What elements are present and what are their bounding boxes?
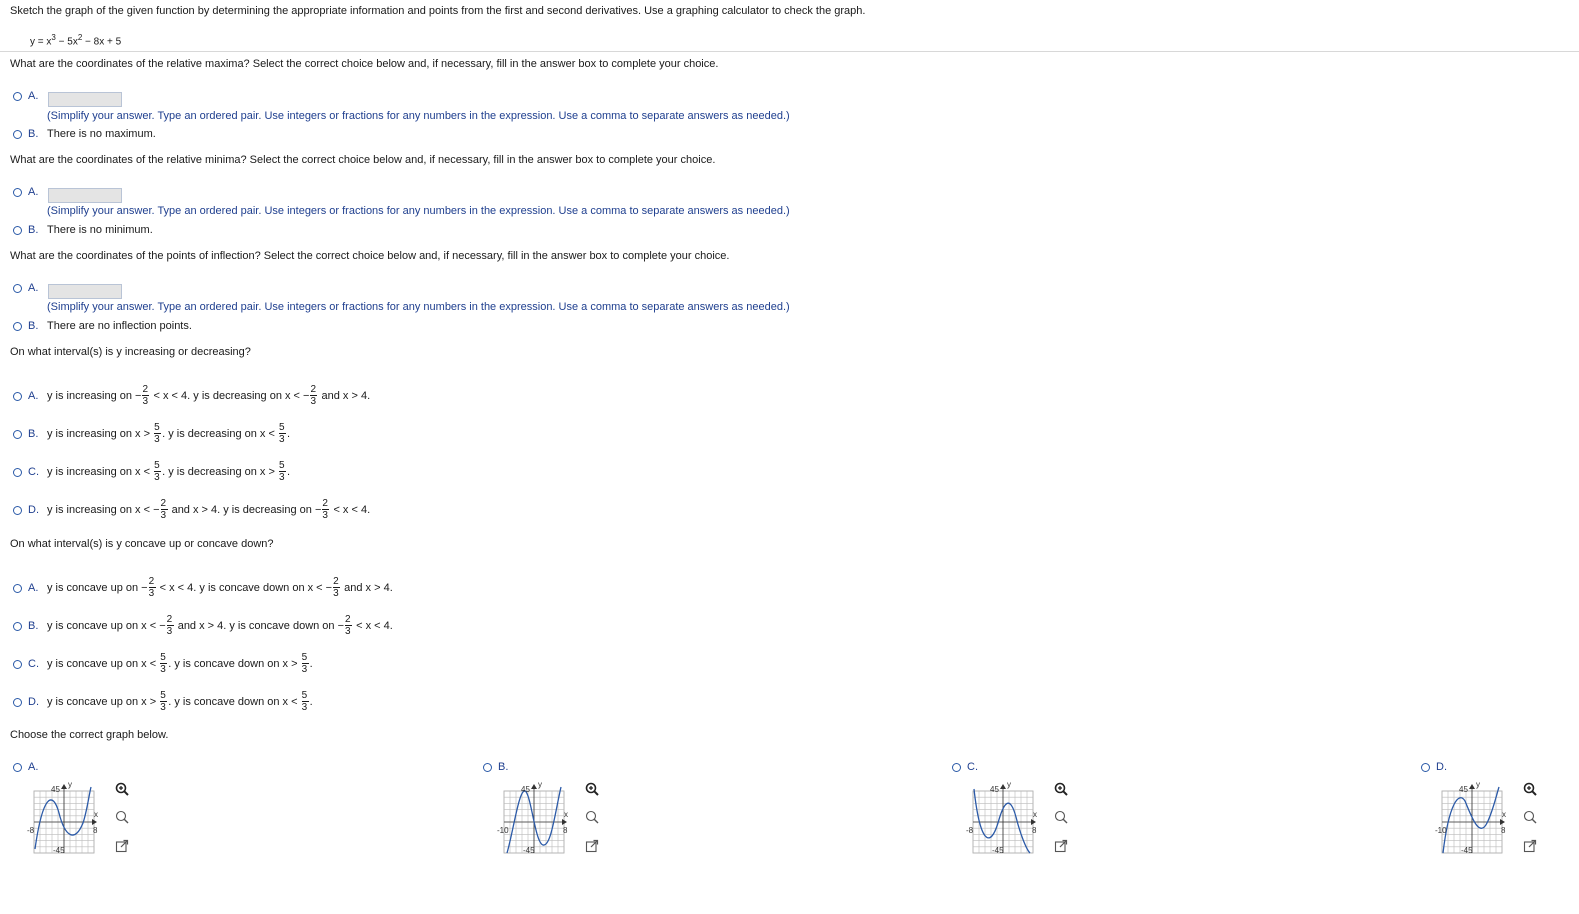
graph-label-ylab: y bbox=[538, 780, 542, 789]
option-text: y is concave up on x < $\frac{5}{3}$ . y is concave down on x > $\frac{5}{3}$ . bbox=[47, 652, 313, 676]
concavity-radio-b[interactable] bbox=[13, 622, 22, 631]
graph-label-xlab: x bbox=[94, 810, 98, 819]
graph-label-ybot: -45 bbox=[53, 846, 65, 855]
zoom-out-icon[interactable] bbox=[115, 810, 129, 824]
graph-label-xleft: -8 bbox=[966, 826, 974, 835]
graph-label-xright: 8 bbox=[1501, 826, 1506, 835]
question-graph: Choose the correct graph below. bbox=[10, 729, 169, 741]
option-letter: A. bbox=[28, 90, 39, 102]
option-letter: C. bbox=[28, 466, 39, 478]
option-text: There are no inflection points. bbox=[47, 320, 192, 332]
popout-icon[interactable] bbox=[115, 839, 129, 853]
graph-thumbnail[interactable] bbox=[31, 783, 97, 855]
graph-label-ylab: y bbox=[1476, 780, 1480, 789]
graph-radio-d[interactable] bbox=[1421, 763, 1430, 772]
graph-label-ytop: 45 bbox=[1459, 785, 1468, 794]
option-text: y is increasing on x < $\frac{5}{3}$ . y is decreasing on x > $\frac{5}{3}$ . bbox=[47, 460, 291, 484]
increasing-radio-d[interactable] bbox=[13, 506, 22, 515]
radio-minima-b[interactable] bbox=[13, 226, 22, 235]
zoom-in-icon[interactable] bbox=[115, 782, 129, 796]
option-letter: A. bbox=[28, 761, 39, 773]
graph-label-xleft: -8 bbox=[27, 826, 35, 835]
increasing-radio-a[interactable] bbox=[13, 392, 22, 401]
option-letter: B. bbox=[28, 428, 39, 440]
graph-label-xlab: x bbox=[1033, 810, 1037, 819]
zoom-out-icon[interactable] bbox=[1523, 810, 1537, 824]
answer-hint: (Simplify your answer. Type an ordered pair. Use integers or fractions for any numbers in the expression. Use a comma to separate answers as needed.) bbox=[47, 301, 790, 313]
graph-thumbnail[interactable] bbox=[1439, 783, 1505, 855]
graph-label-ylab: y bbox=[1007, 780, 1011, 789]
graph-label-xleft: -10 bbox=[497, 826, 509, 835]
question-concavity: On what interval(s) is y concave up or concave down? bbox=[10, 538, 274, 550]
graph-radio-a[interactable] bbox=[13, 763, 22, 772]
option-letter: B. bbox=[28, 320, 39, 332]
graph-label-xleft: -10 bbox=[1435, 826, 1447, 835]
zoom-out-icon[interactable] bbox=[1054, 810, 1068, 824]
option-letter: B. bbox=[28, 128, 39, 140]
question-minima: What are the coordinates of the relative minima? Select the correct choice below and, if necessary, fill in the answer box to complete your choice. bbox=[10, 154, 716, 166]
concavity-radio-d[interactable] bbox=[13, 698, 22, 707]
concavity-radio-a[interactable] bbox=[13, 584, 22, 593]
answer-box-inflection[interactable] bbox=[48, 284, 122, 299]
popout-icon[interactable] bbox=[1523, 839, 1537, 853]
question-increasing: On what interval(s) is y increasing or decreasing? bbox=[10, 346, 251, 358]
option-text: y is increasing on x < − $\frac{2}{3}$ and x > 4. y is decreasing on − $\frac{2}{3}$ < x < 4. bbox=[47, 498, 371, 522]
question-maxima: What are the coordinates of the relative maxima? Select the correct choice below and, if necessary, fill in the answer box to complete your choice. bbox=[10, 58, 719, 70]
graph-label-ylab: y bbox=[68, 780, 72, 789]
graph-label-xright: 8 bbox=[563, 826, 568, 835]
instruction-text: Sketch the graph of the given function by determining the appropriate information and points from the first and second derivatives. Use a graphing calculator to check the graph. bbox=[10, 5, 866, 17]
graph-label-xright: 8 bbox=[93, 826, 98, 835]
divider bbox=[0, 51, 1579, 52]
graph-label-ybot: -45 bbox=[523, 846, 535, 855]
graph-label-ybot: -45 bbox=[1461, 846, 1473, 855]
graph-label-ytop: 45 bbox=[990, 785, 999, 794]
answer-hint: (Simplify your answer. Type an ordered pair. Use integers or fractions for any numbers in the expression. Use a comma to separate answers as needed.) bbox=[47, 205, 790, 217]
radio-maxima-b[interactable] bbox=[13, 130, 22, 139]
zoom-in-icon[interactable] bbox=[585, 782, 599, 796]
option-letter: A. bbox=[28, 186, 39, 198]
option-letter: A. bbox=[28, 282, 39, 294]
function-expression: $y = x^3 - 5x^2 - 8x + 5$ bbox=[30, 33, 122, 48]
popout-icon[interactable] bbox=[1054, 839, 1068, 853]
zoom-in-icon[interactable] bbox=[1054, 782, 1068, 796]
option-text: y is increasing on x > $\frac{5}{3}$ . y is decreasing on x < $\frac{5}{3}$ . bbox=[47, 422, 291, 446]
graph-label-xright: 8 bbox=[1032, 826, 1037, 835]
option-letter: A. bbox=[28, 582, 39, 594]
graph-radio-b[interactable] bbox=[483, 763, 492, 772]
option-letter: B. bbox=[28, 224, 39, 236]
option-letter: B. bbox=[498, 761, 509, 773]
option-letter: D. bbox=[28, 696, 39, 708]
radio-maxima-a[interactable] bbox=[13, 92, 22, 101]
option-text: There is no maximum. bbox=[47, 128, 156, 140]
graph-thumbnail[interactable] bbox=[970, 783, 1036, 855]
answer-hint: (Simplify your answer. Type an ordered pair. Use integers or fractions for any numbers in the expression. Use a comma to separate answers as needed.) bbox=[47, 110, 790, 122]
option-letter: B. bbox=[28, 620, 39, 632]
option-text: y is concave up on x > $\frac{5}{3}$ . y is concave down on x < $\frac{5}{3}$ . bbox=[47, 690, 313, 714]
option-text: y is concave up on − $\frac{2}{3}$ < x < 4. y is concave down on x < − $\frac{2}{3}$ and x > 4. bbox=[47, 576, 393, 600]
graph-label-ytop: 45 bbox=[521, 785, 530, 794]
option-letter: C. bbox=[967, 761, 978, 773]
popout-icon[interactable] bbox=[585, 839, 599, 853]
radio-inflection-a[interactable] bbox=[13, 284, 22, 293]
option-letter: D. bbox=[28, 504, 39, 516]
graph-label-xlab: x bbox=[1502, 810, 1506, 819]
option-letter: D. bbox=[1436, 761, 1447, 773]
graph-label-ybot: -45 bbox=[992, 846, 1004, 855]
increasing-radio-c[interactable] bbox=[13, 468, 22, 477]
graph-radio-c[interactable] bbox=[952, 763, 961, 772]
radio-inflection-b[interactable] bbox=[13, 322, 22, 331]
graph-thumbnail[interactable] bbox=[501, 783, 567, 855]
increasing-radio-b[interactable] bbox=[13, 430, 22, 439]
zoom-in-icon[interactable] bbox=[1523, 782, 1537, 796]
option-text: y is concave up on x < − $\frac{2}{3}$ and x > 4. y is concave down on − $\frac{2}{3}$ < x < 4. bbox=[47, 614, 393, 638]
option-text: There is no minimum. bbox=[47, 224, 153, 236]
option-letter: C. bbox=[28, 658, 39, 670]
radio-minima-a[interactable] bbox=[13, 188, 22, 197]
concavity-radio-c[interactable] bbox=[13, 660, 22, 669]
answer-box-minima[interactable] bbox=[48, 188, 122, 203]
question-inflection: What are the coordinates of the points of inflection? Select the correct choice below and, if necessary, fill in the answer box to complete your choice. bbox=[10, 250, 730, 262]
graph-label-xlab: x bbox=[564, 810, 568, 819]
graph-label-ytop: 45 bbox=[51, 785, 60, 794]
option-letter: A. bbox=[28, 390, 39, 402]
zoom-out-icon[interactable] bbox=[585, 810, 599, 824]
option-text: y is increasing on − $\frac{2}{3}$ < x < 4. y is decreasing on x < − $\frac{2}{3}$ and x > 4. bbox=[47, 384, 371, 408]
answer-box-maxima[interactable] bbox=[48, 92, 122, 107]
